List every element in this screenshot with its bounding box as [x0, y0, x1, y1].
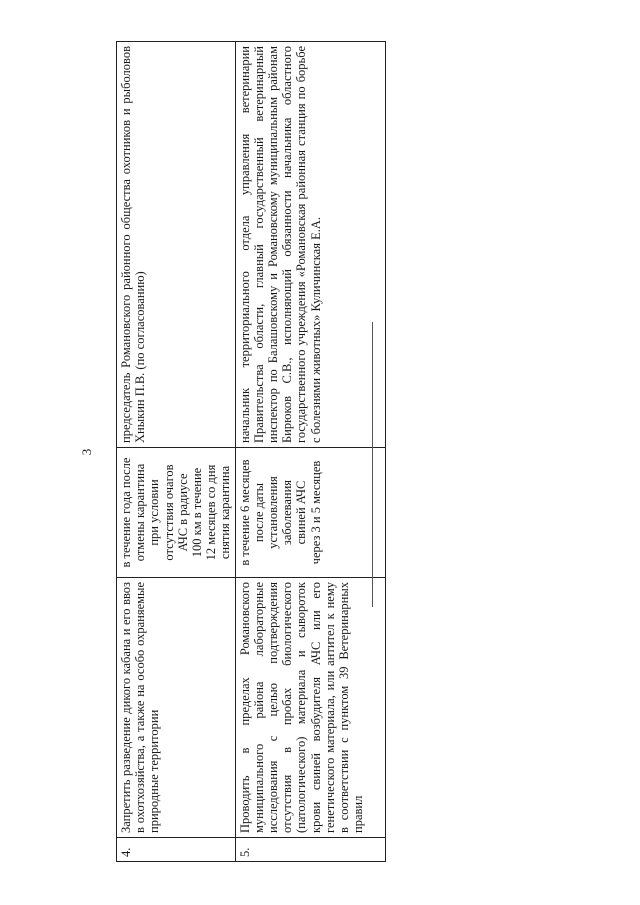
measure-text: Запретить разведение дикого кабана и его ввоз в охотхозяйства, а также на особо охраняемые природные территории — [117, 578, 236, 838]
row-number: 5. — [235, 838, 385, 862]
table-row — [235, 42, 385, 862]
page-number: 3 — [79, 448, 94, 456]
measure-text: Проводить в пределах Романовского муниципального района лабораторные исследования с целью подтверждения отсутствия в пробах биологического (патологического) материала и сывороток крови свиней возбудителя АЧС или его генетического материала, или антител к нему в соответствии с пунктом 39 Ветеринарных правил — [235, 578, 385, 838]
measures-table — [116, 41, 386, 862]
responsible-text: председатель Романовского районного общества охотников и рыболовов Хныкин П.В. (по согласованию) — [117, 42, 236, 448]
term-text: в течение 6 месяцев после даты установления заболевания свиней АЧС через 3 и 5 месяцев — [235, 448, 385, 578]
rotated-document-page — [80, 42, 560, 862]
row-number: 4. — [117, 838, 236, 862]
table-row — [117, 42, 236, 862]
separator-line — [372, 322, 373, 607]
term-text: в течение года после отмены карантина при условии отсутствия очагов АЧС в радиусе 100 км в течение 12 месяцев со дня снятия карантина — [117, 448, 236, 578]
responsible-text: начальник территориального отдела управления ветеринарии Правительства области, главный государственный ветеринарный инспектор по Балашовскому и Романовскому муниципальным районам Бирюков С.В., исполняющий обязанности начальника областного государственного учреждения «Романовская районная станция по борьбе с болезнями животных» Куличинская Е.А. — [235, 42, 385, 448]
